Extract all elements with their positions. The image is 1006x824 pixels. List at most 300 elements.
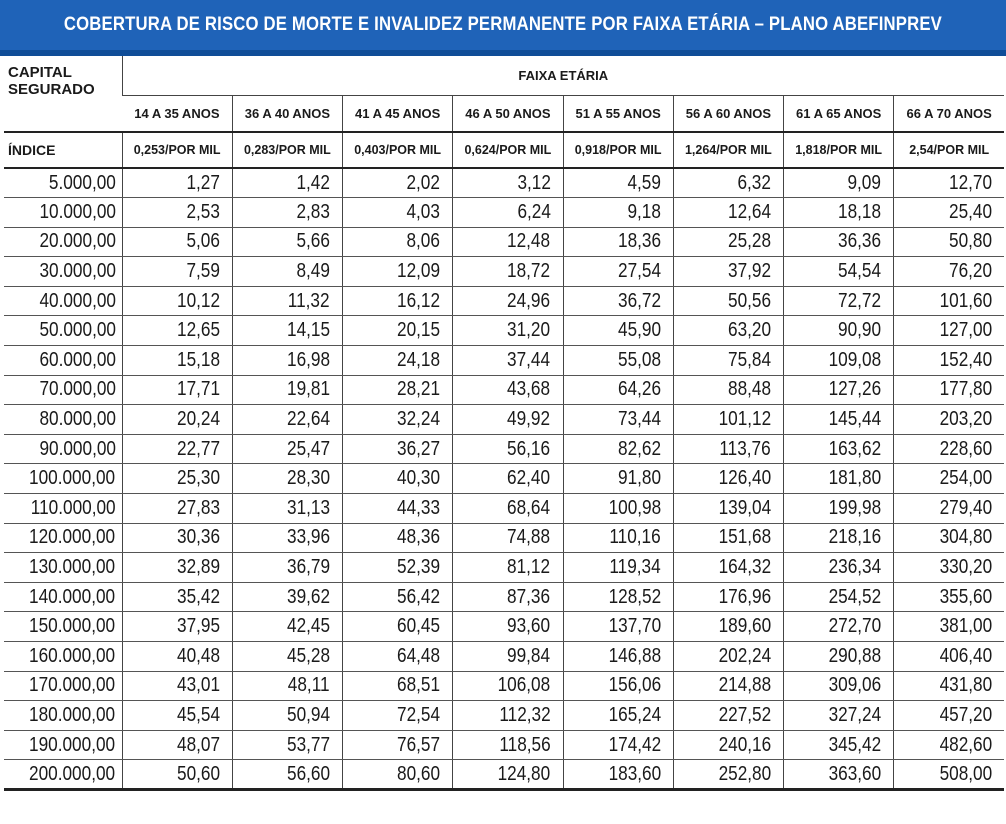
capital-cell bbox=[4, 760, 122, 790]
premium-value: 272,70 bbox=[828, 615, 882, 638]
table-row bbox=[4, 227, 1004, 257]
premium-cell bbox=[232, 434, 342, 464]
premium-value: 279,40 bbox=[939, 496, 993, 519]
age-band-row bbox=[4, 96, 1004, 133]
premium-cell bbox=[673, 405, 783, 435]
premium-value: 30,36 bbox=[176, 526, 220, 549]
premium-value: 25,40 bbox=[949, 200, 993, 223]
premium-cell bbox=[784, 346, 894, 376]
premium-cell bbox=[343, 642, 453, 672]
premium-cell bbox=[894, 730, 1004, 760]
premium-cell bbox=[784, 553, 894, 583]
premium-value: 127,26 bbox=[828, 378, 882, 401]
capital-value: 70.000,00 bbox=[38, 378, 116, 401]
premium-value: 100,98 bbox=[608, 496, 661, 519]
premium-value: 32,24 bbox=[397, 408, 441, 431]
premium-cell bbox=[563, 198, 673, 228]
capital-cell bbox=[4, 405, 122, 435]
premium-value: 40,30 bbox=[397, 467, 441, 490]
premium-value: 25,28 bbox=[727, 230, 771, 253]
premium-value: 127,00 bbox=[939, 319, 993, 342]
table-row bbox=[4, 375, 1004, 405]
premium-value: 56,42 bbox=[397, 585, 441, 608]
premium-value: 5,06 bbox=[186, 230, 220, 253]
premium-value: 14,15 bbox=[286, 319, 330, 342]
capital-value: 30.000,00 bbox=[38, 260, 116, 283]
capital-cell bbox=[4, 642, 122, 672]
premium-cell bbox=[784, 701, 894, 731]
premium-value: 64,26 bbox=[617, 378, 661, 401]
premium-value: 60,45 bbox=[397, 615, 441, 638]
premium-value: 42,45 bbox=[286, 615, 330, 638]
premium-value: 106,08 bbox=[497, 674, 551, 697]
premium-value: 20,15 bbox=[397, 319, 441, 342]
premium-cell bbox=[894, 257, 1004, 287]
table-row bbox=[4, 701, 1004, 731]
capital-value: 20.000,00 bbox=[38, 230, 116, 253]
capital-cell bbox=[4, 464, 122, 494]
premium-value: 56,16 bbox=[507, 437, 551, 460]
premium-cell bbox=[673, 316, 783, 346]
age-band-header: 41 A 45 ANOS bbox=[343, 96, 453, 133]
capital-cell bbox=[4, 730, 122, 760]
capital-cell bbox=[4, 434, 122, 464]
premium-value: 64,48 bbox=[397, 644, 441, 667]
table-row bbox=[4, 730, 1004, 760]
premium-cell bbox=[453, 701, 563, 731]
premium-value: 9,18 bbox=[627, 200, 661, 223]
premium-cell bbox=[784, 168, 894, 198]
premium-cell bbox=[343, 375, 453, 405]
premium-cell bbox=[673, 671, 783, 701]
premium-value: 93,60 bbox=[507, 615, 551, 638]
premium-value: 45,90 bbox=[617, 319, 661, 342]
premium-cell bbox=[122, 405, 232, 435]
premium-value: 174,42 bbox=[608, 733, 661, 756]
premium-value: 36,36 bbox=[838, 230, 882, 253]
premium-cell bbox=[122, 375, 232, 405]
premium-value: 345,42 bbox=[828, 733, 882, 756]
premium-cell bbox=[122, 257, 232, 287]
premium-cell bbox=[563, 375, 673, 405]
premium-cell bbox=[563, 257, 673, 287]
premium-cell bbox=[784, 464, 894, 494]
premium-value: 290,88 bbox=[828, 644, 882, 667]
premium-cell bbox=[784, 198, 894, 228]
age-band-header: 51 A 55 ANOS bbox=[563, 96, 673, 133]
premium-value: 50,60 bbox=[176, 762, 220, 785]
premium-value: 202,24 bbox=[718, 644, 771, 667]
premium-value: 73,44 bbox=[617, 408, 661, 431]
capital-cell bbox=[4, 701, 122, 731]
premium-value: 227,52 bbox=[718, 703, 771, 726]
capital-cell bbox=[4, 375, 122, 405]
premium-value: 90,90 bbox=[838, 319, 882, 342]
premium-cell bbox=[563, 582, 673, 612]
premium-value: 91,80 bbox=[617, 467, 661, 490]
premium-cell bbox=[894, 227, 1004, 257]
premium-value: 22,64 bbox=[286, 408, 330, 431]
premium-value: 28,21 bbox=[397, 378, 441, 401]
premium-value: 363,60 bbox=[828, 762, 882, 785]
premium-value: 6,24 bbox=[517, 200, 551, 223]
capital-cell bbox=[4, 582, 122, 612]
premium-cell bbox=[232, 316, 342, 346]
capital-value: 80.000,00 bbox=[38, 408, 116, 431]
premium-value: 48,07 bbox=[176, 733, 220, 756]
premium-value: 50,94 bbox=[286, 703, 330, 726]
premium-value: 63,20 bbox=[727, 319, 771, 342]
premium-value: 126,40 bbox=[718, 467, 771, 490]
capital-cell bbox=[4, 523, 122, 553]
premium-cell bbox=[232, 494, 342, 524]
premium-value: 27,54 bbox=[617, 260, 661, 283]
premium-value: 113,76 bbox=[719, 437, 771, 460]
capital-value: 160.000,00 bbox=[29, 644, 116, 667]
premium-cell bbox=[122, 227, 232, 257]
premium-value: 381,00 bbox=[939, 615, 993, 638]
capital-cell bbox=[4, 316, 122, 346]
premium-cell bbox=[784, 494, 894, 524]
premium-value: 25,30 bbox=[176, 467, 220, 490]
index-value: 1,818/POR MIL bbox=[784, 132, 894, 168]
premium-value: 12,48 bbox=[507, 230, 551, 253]
capital-label-2: SEGURADO bbox=[8, 81, 95, 98]
premium-cell bbox=[122, 198, 232, 228]
premium-value: 252,80 bbox=[718, 762, 771, 785]
premium-cell bbox=[232, 257, 342, 287]
premium-cell bbox=[894, 405, 1004, 435]
premium-value: 25,47 bbox=[286, 437, 330, 460]
premium-value: 1,27 bbox=[186, 171, 220, 194]
premium-value: 101,12 bbox=[718, 408, 771, 431]
premium-value: 45,54 bbox=[176, 703, 220, 726]
premium-value: 9,09 bbox=[847, 171, 882, 194]
premium-value: 62,40 bbox=[507, 467, 551, 490]
table-row bbox=[4, 612, 1004, 642]
table-row bbox=[4, 464, 1004, 494]
capital-value: 90.000,00 bbox=[38, 437, 116, 460]
premium-value: 50,80 bbox=[949, 230, 993, 253]
premium-value: 457,20 bbox=[939, 703, 993, 726]
premium-value: 16,98 bbox=[286, 348, 330, 371]
premium-cell bbox=[894, 553, 1004, 583]
premium-value: 15,18 bbox=[176, 348, 220, 371]
capital-value: 200.000,00 bbox=[29, 762, 116, 785]
premium-cell bbox=[343, 257, 453, 287]
capital-value: 100.000,00 bbox=[29, 467, 116, 490]
premium-value: 24,96 bbox=[507, 289, 551, 312]
premium-value: 12,65 bbox=[176, 319, 220, 342]
premium-cell bbox=[894, 582, 1004, 612]
premium-value: 431,80 bbox=[939, 674, 993, 697]
premium-cell bbox=[784, 257, 894, 287]
premium-value: 49,92 bbox=[507, 408, 551, 431]
page-title: COBERTURA DE RISCO DE MORTE E INVALIDEZ PERMANENTE POR FAIXA ETÁRIA – PLANO ABEFINPREV bbox=[63, 14, 943, 35]
premium-value: 56,60 bbox=[286, 762, 330, 785]
premium-cell bbox=[453, 375, 563, 405]
premium-value: 218,16 bbox=[828, 526, 882, 549]
premium-cell bbox=[453, 582, 563, 612]
capital-value: 190.000,00 bbox=[29, 733, 116, 756]
table-row bbox=[4, 582, 1004, 612]
premium-cell bbox=[673, 464, 783, 494]
premium-cell bbox=[343, 582, 453, 612]
premium-value: 39,62 bbox=[286, 585, 330, 608]
premium-value: 109,08 bbox=[828, 348, 882, 371]
premium-cell bbox=[122, 612, 232, 642]
premium-cell bbox=[453, 523, 563, 553]
premium-cell bbox=[453, 494, 563, 524]
premium-value: 137,70 bbox=[608, 615, 661, 638]
premium-cell bbox=[232, 612, 342, 642]
index-value: 0,624/POR MIL bbox=[453, 132, 563, 168]
premium-value: 12,09 bbox=[397, 260, 441, 283]
premium-value: 183,60 bbox=[608, 762, 661, 785]
capital-value: 10.000,00 bbox=[38, 200, 116, 223]
capital-value: 180.000,00 bbox=[29, 703, 116, 726]
premium-value: 31,13 bbox=[286, 496, 330, 519]
premium-value: 87,36 bbox=[507, 585, 551, 608]
premium-cell bbox=[232, 701, 342, 731]
premium-cell bbox=[894, 701, 1004, 731]
premium-value: 48,11 bbox=[288, 674, 330, 697]
premium-value: 27,83 bbox=[176, 496, 220, 519]
premium-cell bbox=[894, 346, 1004, 376]
premium-cell bbox=[453, 553, 563, 583]
premium-cell bbox=[122, 523, 232, 553]
premium-value: 19,81 bbox=[286, 378, 330, 401]
premium-cell bbox=[563, 494, 673, 524]
premium-cell bbox=[232, 405, 342, 435]
premium-cell bbox=[673, 582, 783, 612]
premium-cell bbox=[453, 612, 563, 642]
premium-cell bbox=[784, 375, 894, 405]
premium-cell bbox=[563, 464, 673, 494]
premium-value: 118,56 bbox=[499, 733, 551, 756]
premium-cell bbox=[453, 316, 563, 346]
premium-value: 32,89 bbox=[176, 556, 220, 579]
premium-value: 75,84 bbox=[727, 348, 771, 371]
premium-value: 214,88 bbox=[718, 674, 771, 697]
premium-cell bbox=[232, 582, 342, 612]
premium-cell bbox=[673, 642, 783, 672]
premium-cell bbox=[453, 286, 563, 316]
premium-cell bbox=[673, 701, 783, 731]
premium-value: 54,54 bbox=[838, 260, 882, 283]
premium-value: 309,06 bbox=[828, 674, 882, 697]
premium-cell bbox=[673, 434, 783, 464]
premium-cell bbox=[453, 198, 563, 228]
premium-value: 81,12 bbox=[507, 556, 551, 579]
capital-value: 5.000,00 bbox=[48, 171, 116, 194]
capital-cell bbox=[4, 494, 122, 524]
premium-cell bbox=[784, 523, 894, 553]
premium-cell bbox=[673, 168, 783, 198]
premium-cell bbox=[894, 612, 1004, 642]
title-bar bbox=[0, 0, 1006, 56]
index-value: 0,283/POR MIL bbox=[232, 132, 342, 168]
premium-cell bbox=[122, 434, 232, 464]
premium-cell bbox=[343, 494, 453, 524]
premium-cell bbox=[232, 227, 342, 257]
capital-cell bbox=[4, 198, 122, 228]
premium-cell bbox=[343, 198, 453, 228]
premium-cell bbox=[343, 553, 453, 583]
premium-cell bbox=[232, 168, 342, 198]
age-band-header: 36 A 40 ANOS bbox=[232, 96, 342, 133]
premium-value: 4,59 bbox=[627, 171, 661, 194]
premium-cell bbox=[343, 523, 453, 553]
premium-cell bbox=[122, 730, 232, 760]
premium-value: 37,95 bbox=[176, 615, 220, 638]
age-band-header: 14 A 35 ANOS bbox=[134, 106, 220, 121]
premium-cell bbox=[894, 168, 1004, 198]
premium-value: 152,40 bbox=[939, 348, 993, 371]
premium-cell bbox=[673, 286, 783, 316]
table-row bbox=[4, 494, 1004, 524]
premium-value: 18,18 bbox=[838, 200, 882, 223]
premium-cell bbox=[894, 434, 1004, 464]
premium-cell bbox=[232, 671, 342, 701]
capital-value: 120.000,00 bbox=[29, 526, 116, 549]
premium-cell bbox=[894, 523, 1004, 553]
premium-cell bbox=[784, 582, 894, 612]
capital-cell bbox=[4, 553, 122, 583]
premium-cell bbox=[784, 286, 894, 316]
premium-value: 36,27 bbox=[397, 437, 441, 460]
premium-cell bbox=[784, 760, 894, 790]
table-row bbox=[4, 671, 1004, 701]
premium-cell bbox=[232, 375, 342, 405]
premium-value: 45,28 bbox=[286, 644, 330, 667]
premium-value: 7,59 bbox=[186, 260, 220, 283]
premium-value: 37,92 bbox=[727, 260, 771, 283]
table-body bbox=[4, 168, 1004, 789]
premium-cell bbox=[122, 582, 232, 612]
premium-value: 2,53 bbox=[186, 200, 220, 223]
premium-value: 88,48 bbox=[727, 378, 771, 401]
premium-cell bbox=[563, 434, 673, 464]
premium-cell bbox=[784, 434, 894, 464]
premium-value: 406,40 bbox=[939, 644, 993, 667]
premium-cell bbox=[122, 286, 232, 316]
premium-value: 236,34 bbox=[828, 556, 882, 579]
capital-value: 140.000,00 bbox=[29, 585, 116, 608]
premium-cell bbox=[343, 227, 453, 257]
premium-cell bbox=[673, 198, 783, 228]
premium-cell bbox=[453, 168, 563, 198]
premium-cell bbox=[563, 701, 673, 731]
premium-cell bbox=[122, 760, 232, 790]
premium-cell bbox=[563, 316, 673, 346]
premium-cell bbox=[673, 612, 783, 642]
table-row bbox=[4, 405, 1004, 435]
capital-cell bbox=[4, 612, 122, 642]
premium-cell bbox=[453, 464, 563, 494]
premium-cell bbox=[563, 671, 673, 701]
capital-cell bbox=[4, 671, 122, 701]
premium-value: 80,60 bbox=[397, 762, 441, 785]
capital-value: 40.000,00 bbox=[38, 289, 116, 312]
premium-cell bbox=[122, 701, 232, 731]
capital-value: 150.000,00 bbox=[29, 615, 116, 638]
premium-value: 36,72 bbox=[617, 289, 661, 312]
premium-value: 31,20 bbox=[507, 319, 551, 342]
premium-cell bbox=[563, 405, 673, 435]
premium-cell bbox=[122, 346, 232, 376]
premium-cell bbox=[343, 434, 453, 464]
premium-cell bbox=[122, 671, 232, 701]
premium-value: 304,80 bbox=[939, 526, 993, 549]
premium-cell bbox=[232, 346, 342, 376]
premium-cell bbox=[232, 730, 342, 760]
premium-value: 8,49 bbox=[296, 260, 330, 283]
index-label: ÍNDICE bbox=[4, 132, 122, 168]
premium-cell bbox=[894, 198, 1004, 228]
premium-cell bbox=[343, 168, 453, 198]
premium-value: 33,96 bbox=[286, 526, 330, 549]
premium-value: 72,72 bbox=[838, 289, 882, 312]
premium-cell bbox=[343, 671, 453, 701]
coverage-table bbox=[4, 56, 1004, 791]
premium-cell bbox=[343, 730, 453, 760]
premium-cell bbox=[784, 730, 894, 760]
premium-value: 50,56 bbox=[727, 289, 771, 312]
premium-value: 110,16 bbox=[609, 526, 661, 549]
capital-cell bbox=[4, 346, 122, 376]
premium-value: 17,71 bbox=[176, 378, 220, 401]
premium-value: 55,08 bbox=[617, 348, 661, 371]
index-value: 0,253/POR MIL bbox=[122, 132, 232, 168]
premium-cell bbox=[343, 612, 453, 642]
capital-cell bbox=[4, 286, 122, 316]
premium-cell bbox=[453, 760, 563, 790]
table-row bbox=[4, 257, 1004, 287]
premium-cell bbox=[563, 286, 673, 316]
premium-value: 12,70 bbox=[949, 171, 993, 194]
premium-value: 99,84 bbox=[507, 644, 551, 667]
premium-cell bbox=[563, 730, 673, 760]
table-row bbox=[4, 523, 1004, 553]
premium-cell bbox=[563, 642, 673, 672]
capital-value: 60.000,00 bbox=[38, 348, 116, 371]
premium-cell bbox=[784, 227, 894, 257]
premium-cell bbox=[894, 375, 1004, 405]
premium-value: 124,80 bbox=[497, 762, 551, 785]
premium-value: 18,72 bbox=[507, 260, 551, 283]
premium-cell bbox=[894, 464, 1004, 494]
premium-value: 254,52 bbox=[828, 585, 882, 608]
premium-cell bbox=[343, 316, 453, 346]
capital-cell bbox=[4, 168, 122, 198]
premium-cell bbox=[232, 286, 342, 316]
premium-value: 177,80 bbox=[939, 378, 993, 401]
premium-value: 36,79 bbox=[286, 556, 330, 579]
premium-value: 68,64 bbox=[507, 496, 551, 519]
premium-value: 11,32 bbox=[288, 289, 330, 312]
table-row bbox=[4, 434, 1004, 464]
premium-cell bbox=[673, 257, 783, 287]
table-row bbox=[4, 168, 1004, 198]
age-band-header: 46 A 50 ANOS bbox=[453, 96, 563, 133]
premium-cell bbox=[673, 227, 783, 257]
capital-cell bbox=[4, 227, 122, 257]
premium-cell bbox=[784, 642, 894, 672]
premium-value: 355,60 bbox=[939, 585, 993, 608]
premium-value: 44,33 bbox=[397, 496, 441, 519]
premium-value: 128,52 bbox=[608, 585, 661, 608]
